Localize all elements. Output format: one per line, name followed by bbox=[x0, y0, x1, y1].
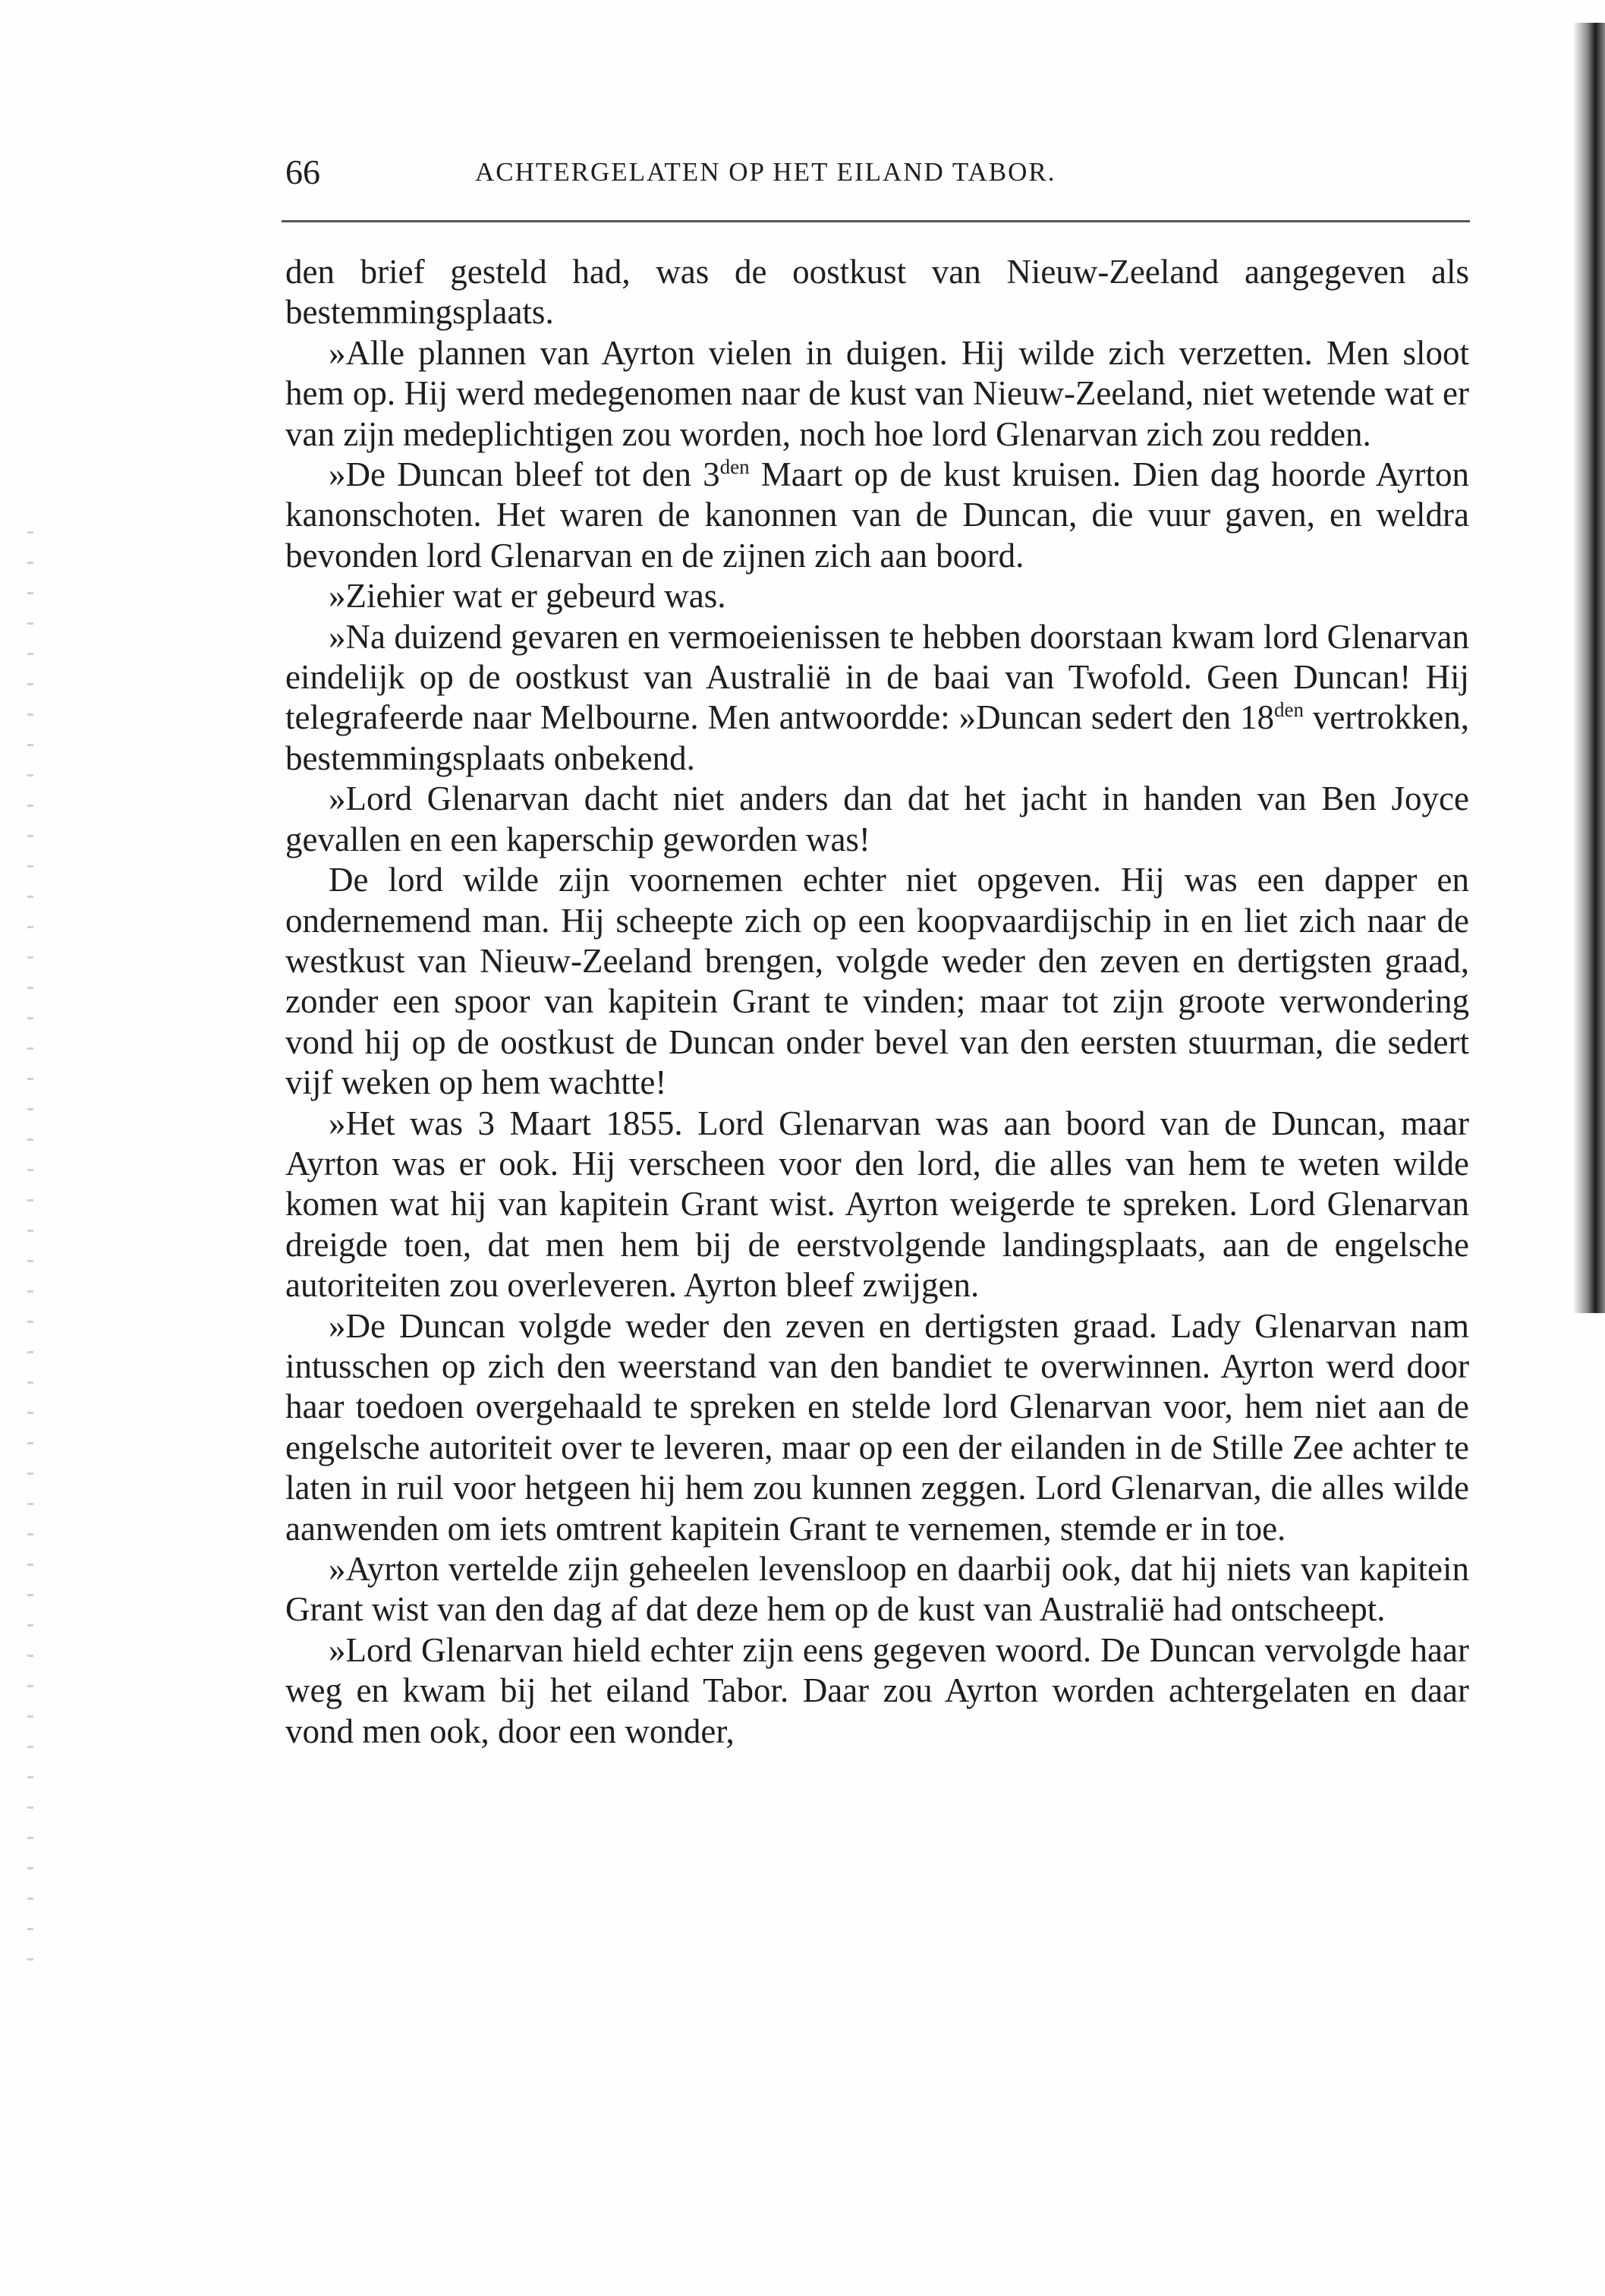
page-number: 66 bbox=[285, 153, 320, 191]
paragraph: den brief gesteld had, was de oostkust van Nieuw-Zeeland aangegeven als bestemmingsplaats. bbox=[285, 253, 1469, 332]
paragraph bbox=[285, 617, 1469, 780]
scan-edge-marks bbox=[27, 531, 33, 1973]
paragraph: »Ayrton vertelde zijn geheelen levensloop en daarbij ook, dat hij niets van kapitein Grant wist van den dag af dat deze hem op de kust van Australië had ontscheept. bbox=[285, 1550, 1469, 1629]
paragraph: De lord wilde zijn voornemen echter niet opgeven. Hij was een dapper en ondernemend man. Hij scheepte zich op een koopvaardijschip in en liet zich naar de westkust van Nieuw-Zeeland brengen, volgde weder den zeven en dertigsten graad, zonder een spoor van kapitein Grant te vinden; maar tot zijn groote verwondering vond hij op de oostkust de Duncan onder bevel van den eersten stuurman, die sedert vijf weken op hem wachtte! bbox=[285, 861, 1469, 1102]
paragraph: »Alle plannen van Ayrton vielen in duigen. Hij wilde zich verzetten. Men sloot hem op. Hij werd medegenomen naar de kust van Nieuw-Zeeland, niet wetende wat er van zijn medeplichtigen zou worden, noch hoe lord Glenarvan zich zou redden. bbox=[285, 333, 1469, 453]
paragraph: »Lord Glenarvan hield echter zijn eens gegeven woord. De Duncan vervolgde haar weg en kwam bij het eiland Tabor. Daar zou Ayrton worden achtergelaten en daar vond men ook, door een wonder, bbox=[285, 1630, 1469, 1750]
paragraph bbox=[285, 455, 1469, 576]
paragraph: »Lord Glenarvan dacht niet anders dan dat het jacht in handen van Ben Joyce gevallen en een kaperschip geworden was! bbox=[285, 780, 1469, 858]
paragraph: »De Duncan volgde weder den zeven en dertigsten graad. Lady Glenarvan nam intusschen op zich den weerstand van den bandiet te overwinnen. Ayrton werd door haar toedoen overgehaald te spreken en stelde lord Glenarvan voor, hem niet aan de engelsche autoriteit over te leveren, maar op een der eilanden in de Stille Zee achter te laten in ruil voor hetgeen hij hem zou kunnen zeggen. Lord Glenarvan, die alles wilde aanwenden om iets omtrent kapitein Grant te vernemen, stemde er in toe. bbox=[285, 1306, 1469, 1548]
binding-shadow bbox=[1573, 23, 1605, 1313]
paragraph-text: »Na duizend gevaren en vermoeienissen te hebben doorstaan kwam lord Glenarvan eindelijk op de oostkust van Australië in de baai van Twofold. Geen Duncan! Hij telegrafeerde naar Melbourne. Men antwoordde: »Duncan sedert den 18 bbox=[285, 617, 1469, 737]
paragraph: »Ziehier wat er gebeurd was. bbox=[329, 577, 726, 616]
paragraph-text: Maart op de kust kruisen. Dien dag hoorde Ayrton kanonschoten. Het waren de kanonnen van de Duncan, die vuur gaven, en weldra bevonden lord Glenarvan en de zijnen zich aan boord. bbox=[285, 455, 1470, 575]
paragraph-text: vertrokken, bestemmingsplaats onbekend. bbox=[285, 698, 1470, 777]
ordinal-suffix: den bbox=[719, 455, 750, 479]
paragraph: »Het was 3 Maart 1855. Lord Glenarvan was aan boord van de Duncan, maar Ayrton was er ook. Hij verscheen voor den lord, die alles van hem te weten wilde komen wat hij van kapitein Grant wist. Ayrton weigerde te spreken. Lord Glenarvan dreigde toen, dat men hem bij de eerstvolgende landingsplaats, aan de engelsche autoriteiten zou overleveren. Ayrton bleef zwijgen. bbox=[285, 1104, 1469, 1305]
ordinal-suffix: den bbox=[1274, 698, 1304, 722]
paragraph-text: »De Duncan bleef tot den 3 bbox=[329, 455, 720, 494]
running-title: ACHTERGELATEN OP HET EILAND TABOR. bbox=[475, 157, 1056, 187]
body-text bbox=[285, 252, 1469, 1752]
page-header bbox=[285, 146, 1469, 199]
header-rule bbox=[282, 220, 1470, 222]
